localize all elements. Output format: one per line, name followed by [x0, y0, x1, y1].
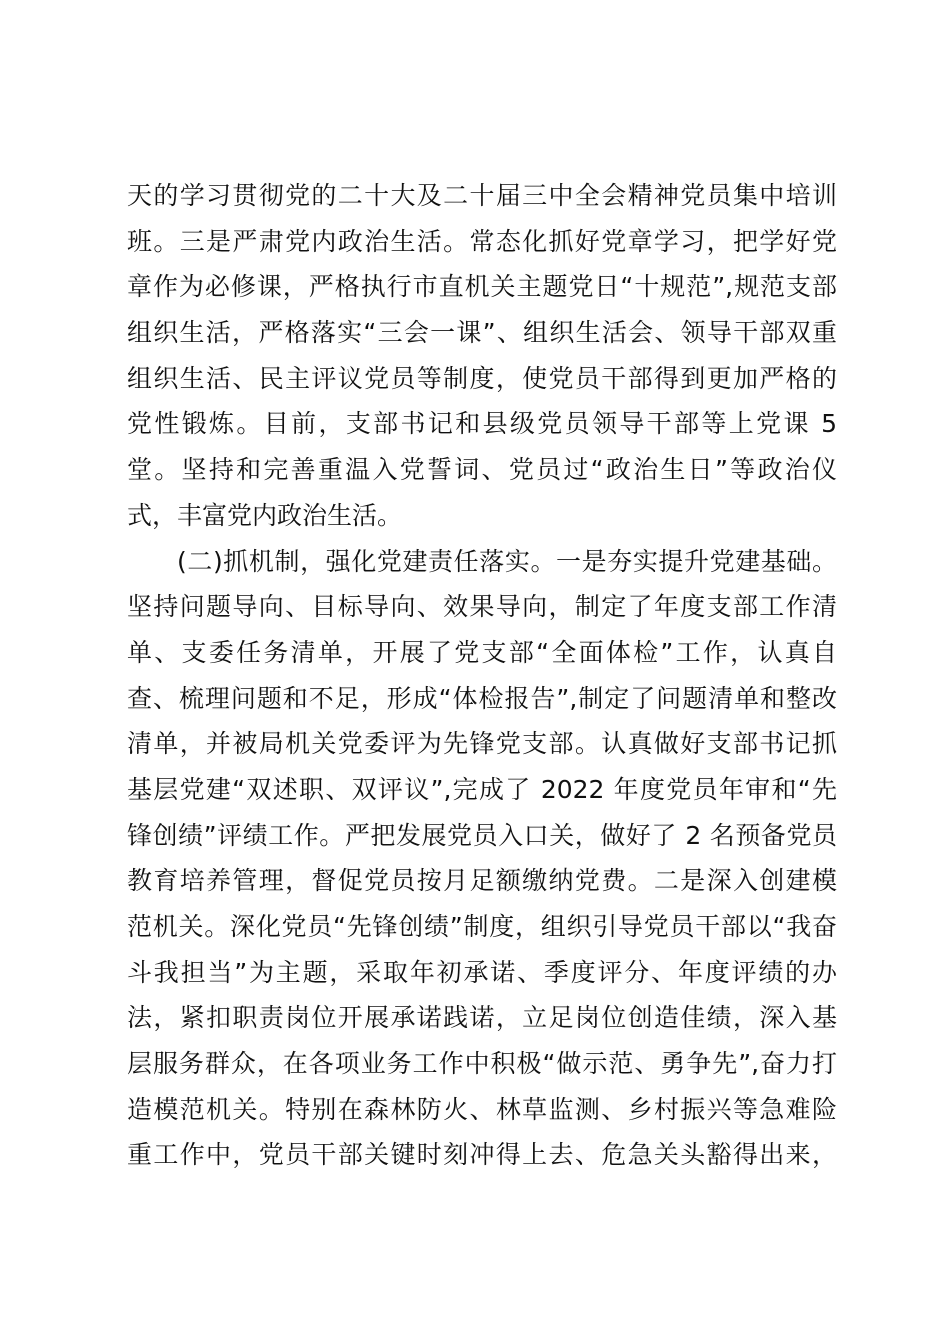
text-line: 组织生活，严格落实“三会一课”、组织生活会、领导干部双重 [127, 318, 837, 348]
text-line: 查、梳理问题和不足，形成“体检报告”,制定了问题清单和整改 [127, 683, 837, 713]
text-line: 章作为必修课，严格执行市直机关主题党日“十规范”,规范支部 [127, 272, 837, 302]
text-line: 层服务群众，在各项业务工作中积极“做示范、勇争先”,奋力打 [127, 1049, 837, 1079]
text-line: 班。三是严肃党内政治生活。常态化抓好党章学习，把学好党 [127, 226, 837, 256]
text-line: 单、支委任务清单，开展了党支部“全面体检”工作，认真自 [127, 637, 837, 667]
text-line: 党性锻炼。目前，支部书记和县级党员领导干部等上党课 5 [127, 409, 837, 439]
text-line: 法，紧扣职责岗位开展承诺践诺，立足岗位创造佳绩，深入基 [127, 1003, 837, 1033]
text-line: 天的学习贯彻党的二十大及二十届三中全会精神党员集中培训 [127, 181, 837, 210]
text-line: 范机关。深化党员“先锋创绩”制度，组织引导党员干部以“我奋 [127, 912, 837, 941]
text-line: 教育培养管理，督促党员按月足额缴纳党费。二是深入创建模 [127, 866, 837, 896]
text-line: 锋创绩”评绩工作。严把发展党员入口关，做好了 2 名预备党员 [127, 820, 837, 850]
text-line: 清单，并被局机关党委评为先锋党支部。认真做好支部书记抓 [127, 729, 837, 759]
text-line: 造模范机关。特别在森林防火、林草监测、乡村振兴等急难险 [127, 1094, 837, 1124]
text-line: 组织生活、民主评议党员等制度，使党员干部得到更加严格的 [127, 363, 837, 393]
text-line: 基层党建“双述职、双评议”,完成了 2022 年度党员年审和“先 [127, 774, 837, 804]
text-line: 坚持问题导向、目标导向、效果导向，制定了年度支部工作清 [127, 592, 837, 622]
text-line: 重工作中，党员干部关键时刻冲得上去、危急关头豁得出来， [127, 1140, 837, 1170]
body-text [127, 173, 837, 1178]
text-line: 斗我担当”为主题，采取年初承诺、季度评分、年度评绩的办 [127, 957, 837, 987]
paragraph-heading-line: (二)抓机制，强化党建责任落实。一是夯实提升党建基础。 [177, 546, 837, 576]
text-line: 式，丰富党内政治生活。 [127, 500, 403, 530]
text-line: 堂。坚持和完善重温入党誓词、党员过“政治生日”等政治仪 [127, 455, 837, 485]
